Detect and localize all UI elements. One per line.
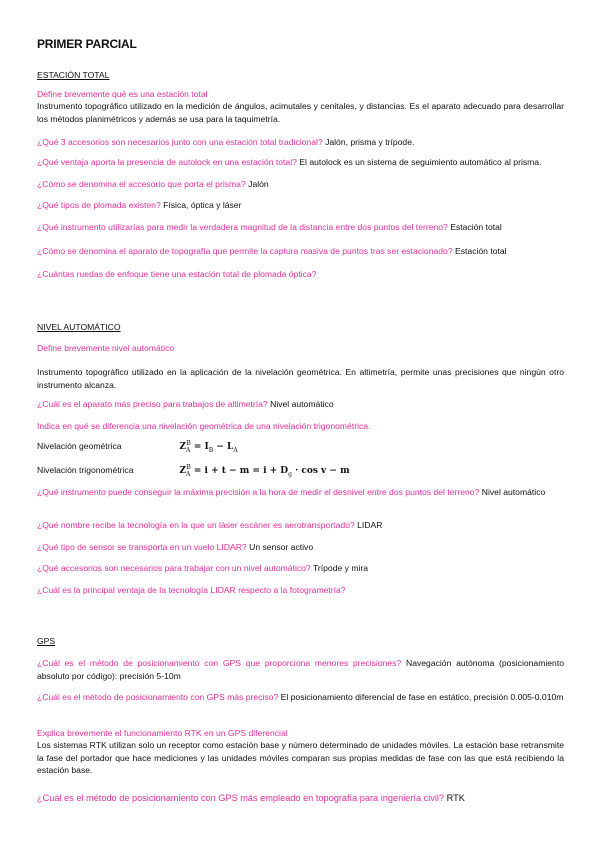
answer: Jalón, prisma y trípode. xyxy=(325,137,415,147)
page-title: PRIMER PARCIAL xyxy=(37,37,137,51)
qa-item xyxy=(37,156,564,169)
question: ¿Cuál es el método de posicionamiento con GPS más preciso? xyxy=(37,692,279,702)
formula-row-trigonometrica xyxy=(37,464,350,478)
question: ¿Cuál es el aparato más preciso para trabajos de altimetría? xyxy=(37,399,268,409)
qa-item xyxy=(37,486,564,499)
question: ¿Qué tipos de plomada existen? xyxy=(37,200,161,210)
formula-label: Nivelación geométrica xyxy=(37,441,122,451)
formula-trigonometrica: $Z_A^B = i + t - m = i + D_g \cdot \cos v - m$ xyxy=(179,464,350,478)
question: ¿Cómo se denomina el aparato de topografía que permite la captura masiva de puntos tras ser estacionado? xyxy=(37,246,453,256)
qa-item xyxy=(37,541,564,554)
qa-item xyxy=(37,199,564,212)
question: ¿Cuántas ruedas de enfoque tiene una estación total de plomada óptica? xyxy=(37,269,317,279)
answer-define-estacion: Instrumento topográfico utilizado en la medición de ángulos, acimutales y cenitales, y distancias. Es el aparato adecuado para desarrollar los métodos planimétricos y además se usa para la taquimetría. xyxy=(37,101,564,124)
qa-item xyxy=(37,562,564,575)
question: ¿Qué ventaja aporta la presencia de autolock en una estación total? xyxy=(37,157,297,167)
answer: El autolock es un sistema de seguimiento automático al prisma. xyxy=(299,157,542,167)
question: ¿Qué nombre recibe la tecnología en la que un láser escáner es aerotransportado? xyxy=(37,520,355,530)
answer: RTK xyxy=(446,793,465,803)
section-heading-nivel: NIVEL AUTOMÁTICO xyxy=(37,322,121,332)
qa-item xyxy=(37,245,564,258)
question: ¿Qué accesorios son necesarios para trabajar con un nivel automático? xyxy=(37,563,311,573)
answer: Física, óptica y láser xyxy=(163,200,242,210)
question: ¿Qué instrumento utilizarías para medir la verdadera magnitud de la distancia entre dos puntos del terreno? xyxy=(37,222,448,232)
qa-item xyxy=(37,268,564,281)
question-define-nivel: Define brevemente nivel automático xyxy=(37,343,175,353)
answer: Un sensor activo xyxy=(249,542,314,552)
formula-geometrica: $Z_A^B = I_B - L_A$ xyxy=(179,440,238,454)
qa-item xyxy=(37,657,564,682)
question-rtk: Explica brevemente el funcionamiento RTK en un GPS diferencial xyxy=(37,728,288,738)
qa-item xyxy=(37,221,564,234)
section-heading-gps: GPS xyxy=(37,636,56,646)
answer: Trípode y mira xyxy=(312,563,369,573)
answer: Navegación autónoma (posicionamiento absoluto por código): precisión 5-10m xyxy=(37,658,564,681)
question: ¿Qué 3 accesorios son necesarios junto con una estación total tradicional? xyxy=(37,137,323,147)
qa-item xyxy=(37,519,564,532)
formula-label: Nivelación trigonométrica xyxy=(37,465,134,475)
section-heading-estacion: ESTACIÓN TOTAL xyxy=(37,70,110,80)
qa-item xyxy=(37,178,564,191)
qa-item xyxy=(37,792,564,805)
question: ¿Cómo se denomina el accesorio que porta el prisma? xyxy=(37,179,246,189)
question: ¿Cuál es el método de posicionamiento con GPS que proporciona menores precisiones? xyxy=(37,658,402,668)
answer: El posicionamiento diferencial de fase en estático, precisión 0.005-0.010m xyxy=(280,692,564,702)
question-diferencia: Indica en qué se diferencia una nivelación geométrica de una nivelación trigonométrica. xyxy=(37,421,371,431)
question: ¿Qué instrumento puede conseguir la máxima precisión a la hora de medir el desnivel entre dos puntos del terreno? xyxy=(37,487,480,497)
answer: Nivel automático xyxy=(481,487,546,497)
formula-row-geometrica xyxy=(37,440,238,454)
answer-rtk: Los sistemas RTK utilizan solo un receptor como estación base y número determinado de unidades móviles. La estación base retransmite la fase del portador que hace mediciones y las unidades móviles comparan sus propias medidas de fase con las que está recibiendo la estación base. xyxy=(37,740,564,775)
question-define-estacion: Define brevemente qué es una estación total xyxy=(37,89,208,99)
answer: Jalón xyxy=(248,179,269,189)
answer: Estación total xyxy=(450,222,502,232)
answer: LIDAR xyxy=(357,520,383,530)
answer: Estación total xyxy=(455,246,507,256)
question: ¿Cuál es el método de posicionamiento con GPS más empleado en topografía para ingeniería civil? xyxy=(37,793,445,803)
qa-item xyxy=(37,398,564,411)
question: ¿Qué tipo de sensor se transporta en un vuelo LIDAR? xyxy=(37,542,247,552)
qa-item xyxy=(37,584,564,597)
qa-item xyxy=(37,691,564,704)
answer-define-nivel: Instrumento topográfico utilizado en la aplicación de la nivelación geométrica. En altimetría, permite unas precisiones que ningún otro instrumento alcanza. xyxy=(37,367,564,390)
answer: Nivel automático xyxy=(270,399,334,409)
qa-item xyxy=(37,136,564,149)
question: ¿Cuál es la principal ventaja de la tecnología LIDAR respecto a la fotogrametría? xyxy=(37,585,346,595)
